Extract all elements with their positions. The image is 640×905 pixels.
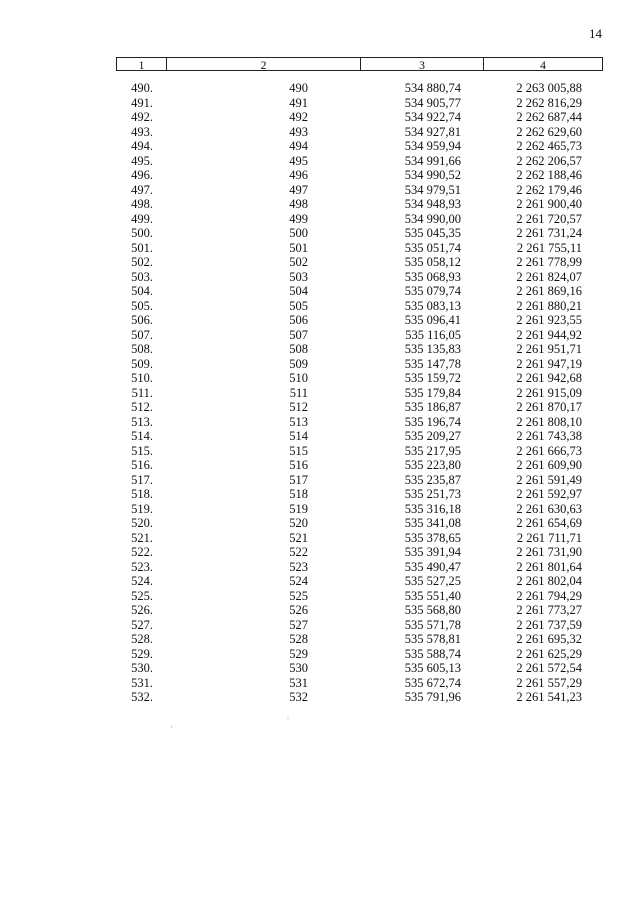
table-row <box>116 589 603 604</box>
table-cell-col-3: 534 959,94 <box>404 139 461 153</box>
table-cell-col-2: 531 <box>289 675 308 690</box>
table-cell-col-3: 535 490,47 <box>404 559 461 574</box>
table-cell-col-4: 2 261 541,23 <box>516 690 582 704</box>
table-cell-col-3: 535 605,13 <box>404 661 461 675</box>
table-cell-col-2: 498 <box>289 197 308 211</box>
table-cell-col-4: 2 261 824,07 <box>516 269 582 284</box>
table-cell-col-1: 511. <box>131 385 153 400</box>
table-cell-col-1: 519. <box>131 501 153 516</box>
table-cell-col-3: 535 588,74 <box>404 646 461 661</box>
table-row <box>116 197 603 212</box>
table-cell-col-2: 526 <box>289 603 308 617</box>
table-cell-col-4: 2 261 802,04 <box>516 574 582 588</box>
table-row <box>116 168 603 183</box>
table-cell-col-1: 497. <box>131 182 153 197</box>
table-cell-col-2: 493 <box>289 124 308 139</box>
table-cell-col-3: 534 990,00 <box>404 211 461 226</box>
table-cell-col-2: 524 <box>289 574 308 588</box>
table-cell-col-1: 498. <box>131 197 153 211</box>
table-cell-col-1: 509. <box>131 356 153 371</box>
table-cell-col-1: 528. <box>131 632 153 646</box>
table-cell-col-2: 528 <box>289 632 308 646</box>
table-cell-col-1: 515. <box>131 443 153 458</box>
table-row <box>116 342 603 357</box>
table-cell-col-1: 510. <box>131 371 153 385</box>
table-cell-col-4: 2 261 923,55 <box>516 313 582 327</box>
table-cell-col-4: 2 261 625,29 <box>516 646 582 661</box>
table-cell-col-4: 2 261 654,69 <box>516 516 582 530</box>
table-cell-col-4: 2 262 179,46 <box>516 182 582 197</box>
table-cell-col-1: 492. <box>131 110 153 124</box>
table-cell-col-4: 2 261 731,24 <box>516 226 582 240</box>
table-cell-col-4: 2 261 773,27 <box>516 603 582 617</box>
table-cell-col-1: 500. <box>131 226 153 240</box>
table-cell-col-3: 535 791,96 <box>404 690 461 704</box>
table-cell-col-4: 2 261 880,21 <box>516 298 582 313</box>
table-cell-col-2: 497 <box>289 182 308 197</box>
page-number: 14 <box>589 26 602 41</box>
table-cell-col-3: 535 083,13 <box>404 298 461 313</box>
table-body <box>116 81 603 705</box>
table-row <box>116 154 603 169</box>
table-cell-col-4: 2 261 557,29 <box>516 675 582 690</box>
table-cell-col-4: 2 261 591,49 <box>516 472 582 487</box>
table-cell-col-4: 2 261 720,57 <box>516 211 582 226</box>
table-cell-col-3: 534 880,74 <box>404 81 461 95</box>
table-cell-col-2: 501 <box>289 240 308 255</box>
table-row <box>116 357 603 372</box>
table-cell-col-1: 507. <box>131 327 153 342</box>
table-cell-col-1: 518. <box>131 487 153 501</box>
table-cell-col-1: 493. <box>131 124 153 139</box>
table-cell-col-4: 2 261 944,92 <box>516 327 582 342</box>
table-cell-col-1: 532. <box>131 690 153 704</box>
table-cell-col-2: 522 <box>289 545 308 559</box>
table-cell-col-4: 2 261 947,19 <box>516 356 582 371</box>
table-row <box>116 516 603 531</box>
table-row <box>116 270 603 285</box>
table-cell-col-2: 519 <box>289 501 308 516</box>
table-cell-col-4: 2 261 900,40 <box>516 197 582 211</box>
table-row <box>116 545 603 560</box>
table-cell-col-1: 499. <box>131 211 153 226</box>
table-cell-col-2: 513 <box>289 414 308 429</box>
table-cell-col-1: 501. <box>131 240 153 255</box>
table-cell-col-2: 516 <box>289 458 308 472</box>
table-cell-col-2: 503 <box>289 269 308 284</box>
table-cell-col-2: 525 <box>289 588 308 603</box>
table-cell-col-1: 525. <box>131 588 153 603</box>
table-cell-col-4: 2 261 711,71 <box>516 530 582 545</box>
table-cell-col-4: 2 261 755,11 <box>516 240 582 255</box>
table-row <box>116 487 603 502</box>
table-cell-col-1: 521. <box>131 530 153 545</box>
table-cell-col-3: 535 217,95 <box>404 443 461 458</box>
table-cell-col-4: 2 262 465,73 <box>516 139 582 153</box>
table-row <box>116 473 603 488</box>
table-cell-col-4: 2 262 816,29 <box>516 95 582 110</box>
table-cell-col-3: 535 251,73 <box>404 487 461 501</box>
table-row <box>116 284 603 299</box>
table-cell-col-2: 495 <box>289 153 308 168</box>
table-cell-col-4: 2 261 572,54 <box>516 661 582 675</box>
table-cell-col-3: 535 571,78 <box>404 617 461 632</box>
table-cell-col-4: 2 262 188,46 <box>516 168 582 182</box>
table-cell-col-4: 2 263 005,88 <box>516 81 582 95</box>
table-row <box>116 560 603 575</box>
table-row <box>116 226 603 241</box>
table-row <box>116 574 603 589</box>
table-cell-col-1: 513. <box>131 414 153 429</box>
table-row <box>116 676 603 691</box>
table-cell-col-2: 496 <box>289 168 308 182</box>
table-cell-col-1: 490. <box>131 81 153 95</box>
table-cell-col-3: 535 672,74 <box>404 675 461 690</box>
table-cell-col-2: 506 <box>289 313 308 327</box>
table-cell-col-1: 505. <box>131 298 153 313</box>
table-row <box>116 603 603 618</box>
table-cell-col-2: 515 <box>289 443 308 458</box>
table-cell-col-2: 494 <box>289 139 308 153</box>
table-cell-col-2: 509 <box>289 356 308 371</box>
table-cell-col-4: 2 261 801,64 <box>516 559 582 574</box>
column-header-4: 4 <box>540 58 546 72</box>
table-cell-col-3: 535 147,78 <box>404 356 461 371</box>
table-row <box>116 212 603 227</box>
table-cell-col-4: 2 261 942,68 <box>516 371 582 385</box>
table-cell-col-1: 527. <box>131 617 153 632</box>
table-cell-col-1: 516. <box>131 458 153 472</box>
table-row <box>116 502 603 517</box>
table-cell-col-3: 534 979,51 <box>404 182 461 197</box>
table-row <box>116 458 603 473</box>
table-row <box>116 661 603 676</box>
table-cell-col-1: 530. <box>131 661 153 675</box>
table-row <box>116 110 603 125</box>
table-cell-col-4: 2 262 629,60 <box>516 124 582 139</box>
table-cell-col-1: 522. <box>131 545 153 559</box>
table-cell-col-1: 496. <box>131 168 153 182</box>
table-cell-col-1: 512. <box>131 400 153 414</box>
table-cell-col-1: 517. <box>131 472 153 487</box>
table-cell-col-3: 534 948,93 <box>404 197 461 211</box>
table-row <box>116 647 603 662</box>
table-cell-col-3: 535 058,12 <box>404 255 461 269</box>
table-cell-col-4: 2 261 609,90 <box>516 458 582 472</box>
table-cell-col-4: 2 261 778,99 <box>516 255 582 269</box>
table-row <box>116 139 603 154</box>
table-cell-col-4: 2 261 915,09 <box>516 385 582 400</box>
table-cell-col-4: 2 261 737,59 <box>516 617 582 632</box>
table-row <box>116 183 603 198</box>
table-cell-col-3: 535 159,72 <box>404 371 461 385</box>
table-cell-col-3: 534 905,77 <box>404 95 461 110</box>
table-header <box>116 57 603 71</box>
table-cell-col-3: 534 991,66 <box>404 153 461 168</box>
table-cell-col-3: 534 990,52 <box>404 168 461 182</box>
table-cell-col-4: 2 261 808,10 <box>516 414 582 429</box>
table-cell-col-4: 2 261 592,97 <box>516 487 582 501</box>
scan-speck-2 <box>287 718 289 719</box>
table-cell-col-2: 505 <box>289 298 308 313</box>
table-cell-col-3: 535 179,84 <box>404 385 461 400</box>
table-cell-col-1: 495. <box>131 153 153 168</box>
table-cell-col-2: 492 <box>289 110 308 124</box>
table-cell-col-4: 2 261 695,32 <box>516 632 582 646</box>
table-cell-col-1: 524. <box>131 574 153 588</box>
table-cell-col-2: 521 <box>289 530 308 545</box>
table-cell-col-2: 527 <box>289 617 308 632</box>
table-cell-col-2: 520 <box>289 516 308 530</box>
table-row <box>116 632 603 647</box>
scan-speck: · <box>170 722 173 732</box>
table-cell-col-3: 535 391,94 <box>404 545 461 559</box>
table-cell-col-2: 504 <box>289 284 308 298</box>
table-cell-col-4: 2 262 206,57 <box>516 153 582 168</box>
table-cell-col-3: 535 116,05 <box>405 327 461 342</box>
table-cell-col-4: 2 261 630,63 <box>516 501 582 516</box>
table-cell-col-3: 535 378,65 <box>404 530 461 545</box>
table-cell-col-2: 512 <box>289 400 308 414</box>
table-cell-col-2: 514 <box>289 429 308 443</box>
table-row <box>116 690 603 705</box>
table-cell-col-1: 529. <box>131 646 153 661</box>
table-cell-col-2: 510 <box>289 371 308 385</box>
table-cell-col-1: 508. <box>131 342 153 356</box>
table-cell-col-1: 503. <box>131 269 153 284</box>
table-cell-col-2: 518 <box>289 487 308 501</box>
table-cell-col-4: 2 261 869,16 <box>516 284 582 298</box>
table-cell-col-3: 535 135,83 <box>404 342 461 356</box>
table-row <box>116 255 603 270</box>
table-cell-col-2: 502 <box>289 255 308 269</box>
table-cell-col-2: 508 <box>289 342 308 356</box>
table-cell-col-3: 534 927,81 <box>404 124 461 139</box>
table-cell-col-4: 2 261 870,17 <box>516 400 582 414</box>
table-cell-col-4: 2 261 951,71 <box>516 342 582 356</box>
table-cell-col-3: 535 068,93 <box>404 269 461 284</box>
table-cell-col-1: 502. <box>131 255 153 269</box>
table-row <box>116 241 603 256</box>
table-cell-col-4: 2 261 794,29 <box>516 588 582 603</box>
table-cell-col-2: 511 <box>289 385 308 400</box>
table-row <box>116 531 603 546</box>
table-row <box>116 386 603 401</box>
table-cell-col-3: 535 196,74 <box>404 414 461 429</box>
table-row <box>116 125 603 140</box>
table-cell-col-1: 520. <box>131 516 153 530</box>
table-row <box>116 429 603 444</box>
table-cell-col-1: 491. <box>131 95 153 110</box>
column-header-2: 2 <box>167 58 361 70</box>
table-cell-col-3: 535 223,80 <box>404 458 461 472</box>
table-cell-col-2: 507 <box>289 327 308 342</box>
table-row <box>116 444 603 459</box>
table-cell-col-2: 490 <box>289 81 308 95</box>
table-cell-col-3: 535 051,74 <box>404 240 461 255</box>
table-cell-col-3: 535 209,27 <box>404 429 461 443</box>
table-cell-col-3: 535 096,41 <box>404 313 461 327</box>
table-cell-col-3: 535 079,74 <box>404 284 461 298</box>
table-cell-col-1: 504. <box>131 284 153 298</box>
table-cell-col-3: 534 922,74 <box>404 110 461 124</box>
table-row <box>116 618 603 633</box>
table-cell-col-3: 535 341,08 <box>404 516 461 530</box>
table-cell-col-1: 506. <box>131 313 153 327</box>
table-cell-col-4: 2 262 687,44 <box>516 110 582 124</box>
table-row <box>116 313 603 328</box>
table-cell-col-3: 535 578,81 <box>404 632 461 646</box>
table-row <box>116 96 603 111</box>
table-cell-col-2: 517 <box>289 472 308 487</box>
table-cell-col-2: 499 <box>289 211 308 226</box>
table-cell-col-1: 531. <box>131 675 153 690</box>
table-cell-col-2: 529 <box>289 646 308 661</box>
table-cell-col-3: 535 316,18 <box>404 501 461 516</box>
table-cell-col-2: 530 <box>289 661 308 675</box>
table-row <box>116 328 603 343</box>
table-cell-col-4: 2 261 731,90 <box>516 545 582 559</box>
table-cell-col-1: 523. <box>131 559 153 574</box>
column-header-1: 1 <box>117 58 167 70</box>
table-cell-col-3: 535 045,35 <box>404 226 461 240</box>
table-row <box>116 371 603 386</box>
table-cell-col-3: 535 568,80 <box>404 603 461 617</box>
table-cell-col-2: 523 <box>289 559 308 574</box>
table-cell-col-4: 2 261 666,73 <box>516 443 582 458</box>
table-cell-col-3: 535 186,87 <box>404 400 461 414</box>
table-cell-col-2: 532 <box>289 690 308 704</box>
table-cell-col-3: 535 235,87 <box>404 472 461 487</box>
column-header-3: 3 <box>361 58 484 70</box>
table-cell-col-1: 526. <box>131 603 153 617</box>
table-cell-col-1: 494. <box>131 139 153 153</box>
table-cell-col-3: 535 551,40 <box>404 588 461 603</box>
table-row <box>116 299 603 314</box>
table-cell-col-1: 514. <box>131 429 153 443</box>
table-cell-col-4: 2 261 743,38 <box>516 429 582 443</box>
table-cell-col-2: 491 <box>289 95 308 110</box>
table-row <box>116 81 603 96</box>
table-row <box>116 415 603 430</box>
table-cell-col-2: 500 <box>289 226 308 240</box>
table-cell-col-3: 535 527,25 <box>404 574 461 588</box>
table-row <box>116 400 603 415</box>
